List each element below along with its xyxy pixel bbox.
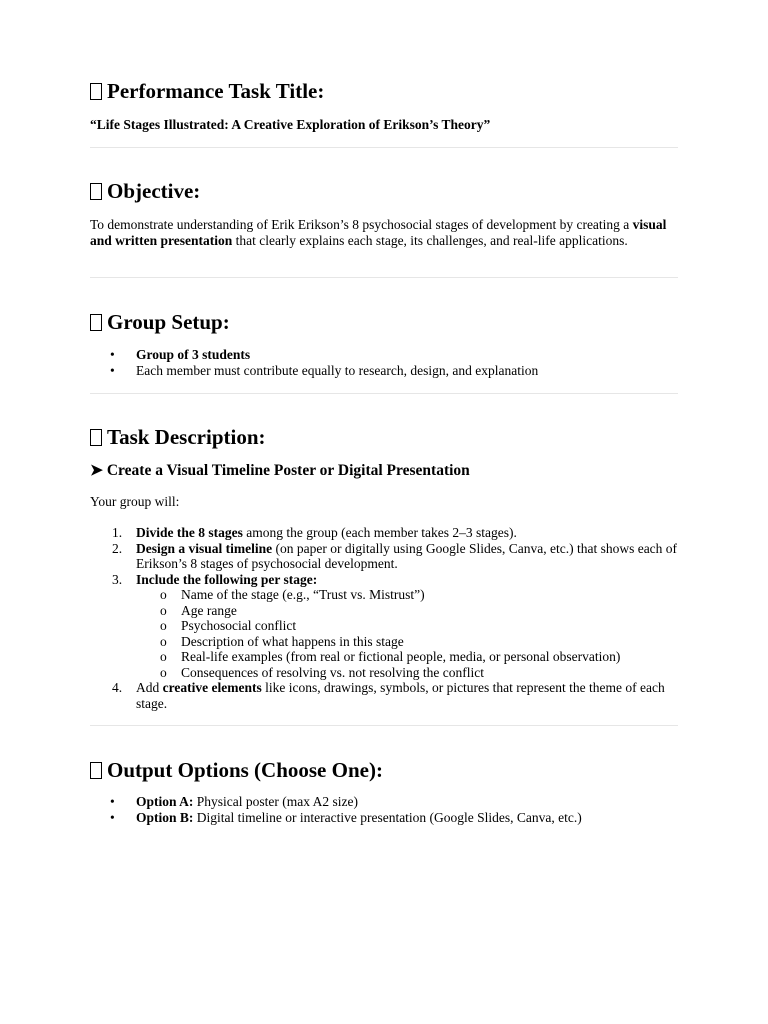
list-item [110,680,680,711]
list-item-bold: Option B: [136,809,194,825]
section-divider [90,393,678,394]
objective-text: To demonstrate understanding of Erik Erikson’s 8 psychosocial stages of development by creating a [90,217,633,232]
output-options-list [110,794,582,825]
missing-glyph-icon [90,314,102,331]
section-divider [90,147,678,148]
section-divider [90,277,678,278]
output-options-heading-text: Output Options (Choose One): [107,758,383,782]
task-description-intro: Your group will: [90,494,180,509]
step-text: like icons, drawings, symbols, or pictures that represent the theme of each stage. [136,680,665,711]
list-item: o Description of what happens in this stage [136,634,680,650]
per-stage-list [136,587,680,680]
task-title-subtitle: “Life Stages Illustrated: A Creative Exploration of Erikson’s Theory” [90,117,491,132]
objective-text-end: that clearly explains each stage, its challenges, and real-life applications. [232,232,628,248]
objective-heading [90,178,200,204]
list-item [110,525,680,541]
list-item [110,347,538,363]
list-item-text: Digital timeline or interactive presentation (Google Slides, Canva, etc.) [193,809,582,825]
list-item-bold: Group of 3 students [136,347,251,362]
section-divider [90,725,678,726]
step-number: 1. [112,525,123,540]
step-number: 3. [112,571,123,587]
missing-glyph-icon [90,429,102,446]
step-number: 4. [112,680,123,695]
list-item [110,572,680,681]
list-item: o Psychosocial conflict [136,618,680,634]
list-item: o Real-life examples (from real or fictional people, media, or personal observation) [136,649,680,665]
step-text: (on paper or digitally using Google Slides, Canva, etc.) that shows each of Erikson’s 8 stages of psychosocial development. [136,540,678,571]
objective-text-bold: visual and written presentation [90,217,667,248]
group-setup-heading-text: Group Setup: [107,310,230,334]
step-text-pre: Add [136,680,163,695]
task-description-subheading: ➤ Create a Visual Timeline Poster or Digital Presentation [90,462,470,479]
objective-paragraph [90,217,678,248]
missing-glyph-icon [90,83,102,100]
list-item-text: Physical poster (max A2 size) [193,794,358,809]
task-description-heading-text: Task Description: [107,425,266,449]
output-options-heading [90,757,383,783]
missing-glyph-icon [90,762,102,779]
list-item [110,810,582,826]
step-number: 2. [112,540,123,556]
group-setup-list [110,347,538,378]
step-bold: Design a visual timeline [136,540,273,556]
list-item [110,794,582,810]
task-description-heading [90,424,266,450]
task-title-heading [90,78,324,104]
list-item [110,363,538,379]
missing-glyph-icon [90,183,102,200]
step-text: among the group (each member takes 2–3 stages). [242,525,517,540]
step-bold: Include the following per stage: [136,571,318,587]
list-item-bold: Option A: [136,794,194,809]
group-setup-heading [90,309,230,335]
task-steps-list [110,525,680,711]
step-bold: Divide the 8 stages [136,525,243,540]
step-bold: creative elements [162,680,262,695]
list-item [110,541,680,572]
list-item: o Name of the stage (e.g., “Trust vs. Mistrust”) [136,587,680,603]
objective-heading-text: Objective: [107,179,201,203]
list-item-text: Each member must contribute equally to research, design, and explanation [136,362,539,378]
task-title-heading-text: Performance Task Title: [107,79,325,103]
list-item: o Consequences of resolving vs. not resolving the conflict [136,665,680,681]
list-item: o Age range [136,603,680,619]
